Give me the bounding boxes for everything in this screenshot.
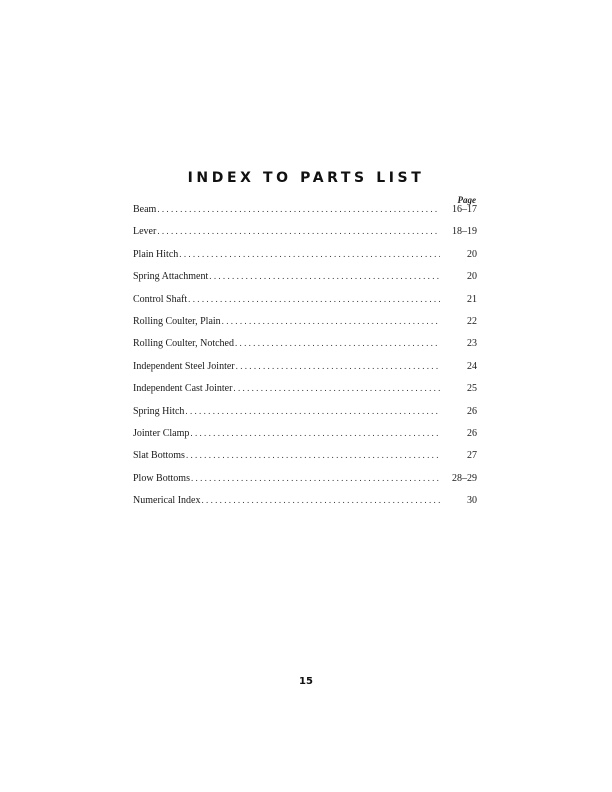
index-entry-page: 27 <box>467 450 477 462</box>
dot-leader <box>222 316 440 326</box>
index-entry-label: Independent Steel Jointer <box>133 360 235 372</box>
index-entry-page: 26 <box>467 405 477 417</box>
index-entry <box>133 226 477 248</box>
dot-leader <box>157 204 440 214</box>
index-entry-page: 24 <box>467 360 477 372</box>
index-entry-label: Beam <box>133 204 157 215</box>
index-entry-label: Lever <box>133 226 157 238</box>
dot-leader <box>236 361 440 371</box>
page-column-header: Page <box>457 195 476 205</box>
index-entry-page: 20 <box>467 248 477 260</box>
dot-leader <box>191 473 440 483</box>
page-title: INDEX TO PARTS LIST <box>187 170 425 186</box>
index-entry-label: Numerical Index <box>133 495 201 507</box>
parts-index-list <box>133 204 477 517</box>
index-entry-label: Rolling Coulter, Notched <box>133 338 234 350</box>
index-entry-label: Spring Attachment <box>133 271 209 283</box>
index-entry <box>133 473 477 495</box>
index-entry-label: Independent Cast Jointer <box>133 383 233 395</box>
dot-leader <box>190 428 440 438</box>
index-entry <box>133 428 477 450</box>
page-number: 15 <box>299 676 313 687</box>
index-entry-page: 20 <box>467 271 477 283</box>
index-entry-page: 23 <box>467 338 477 350</box>
index-entry <box>133 495 477 517</box>
dot-leader <box>185 406 440 416</box>
index-entry-label: Control Shaft <box>133 293 188 305</box>
index-entry-page: 16–17 <box>452 204 477 215</box>
index-entry <box>133 361 477 383</box>
index-entry-page: 22 <box>467 315 477 327</box>
index-entry-page: 26 <box>467 427 477 439</box>
index-entry-page: 21 <box>467 293 477 305</box>
index-entry-label: Jointer Clamp <box>133 427 190 439</box>
dot-leader <box>188 294 440 304</box>
index-entry-page: 28–29 <box>452 472 477 484</box>
index-entry <box>133 294 477 316</box>
dot-leader <box>235 338 440 348</box>
index-entry-label: Spring Hitch <box>133 405 185 417</box>
index-entry <box>133 406 477 428</box>
index-entry-page: 25 <box>467 383 477 395</box>
dot-leader <box>233 383 440 393</box>
index-entry <box>133 204 477 226</box>
index-entry <box>133 338 477 360</box>
index-entry-label: Slat Bottoms <box>133 450 185 462</box>
index-entry-page: 18–19 <box>452 226 477 238</box>
index-entry-label: Plow Bottoms <box>133 472 190 484</box>
index-entry-label: Plain Hitch <box>133 248 179 260</box>
index-entry-page: 30 <box>467 495 477 507</box>
index-entry <box>133 316 477 338</box>
dot-leader <box>209 271 440 281</box>
dot-leader <box>157 226 440 236</box>
dot-leader <box>201 495 440 505</box>
index-entry <box>133 249 477 271</box>
index-entry <box>133 271 477 293</box>
index-entry <box>133 450 477 472</box>
index-entry-label: Rolling Coulter, Plain <box>133 315 221 327</box>
dot-leader <box>186 450 440 460</box>
index-entry <box>133 383 477 405</box>
dot-leader <box>179 249 440 259</box>
